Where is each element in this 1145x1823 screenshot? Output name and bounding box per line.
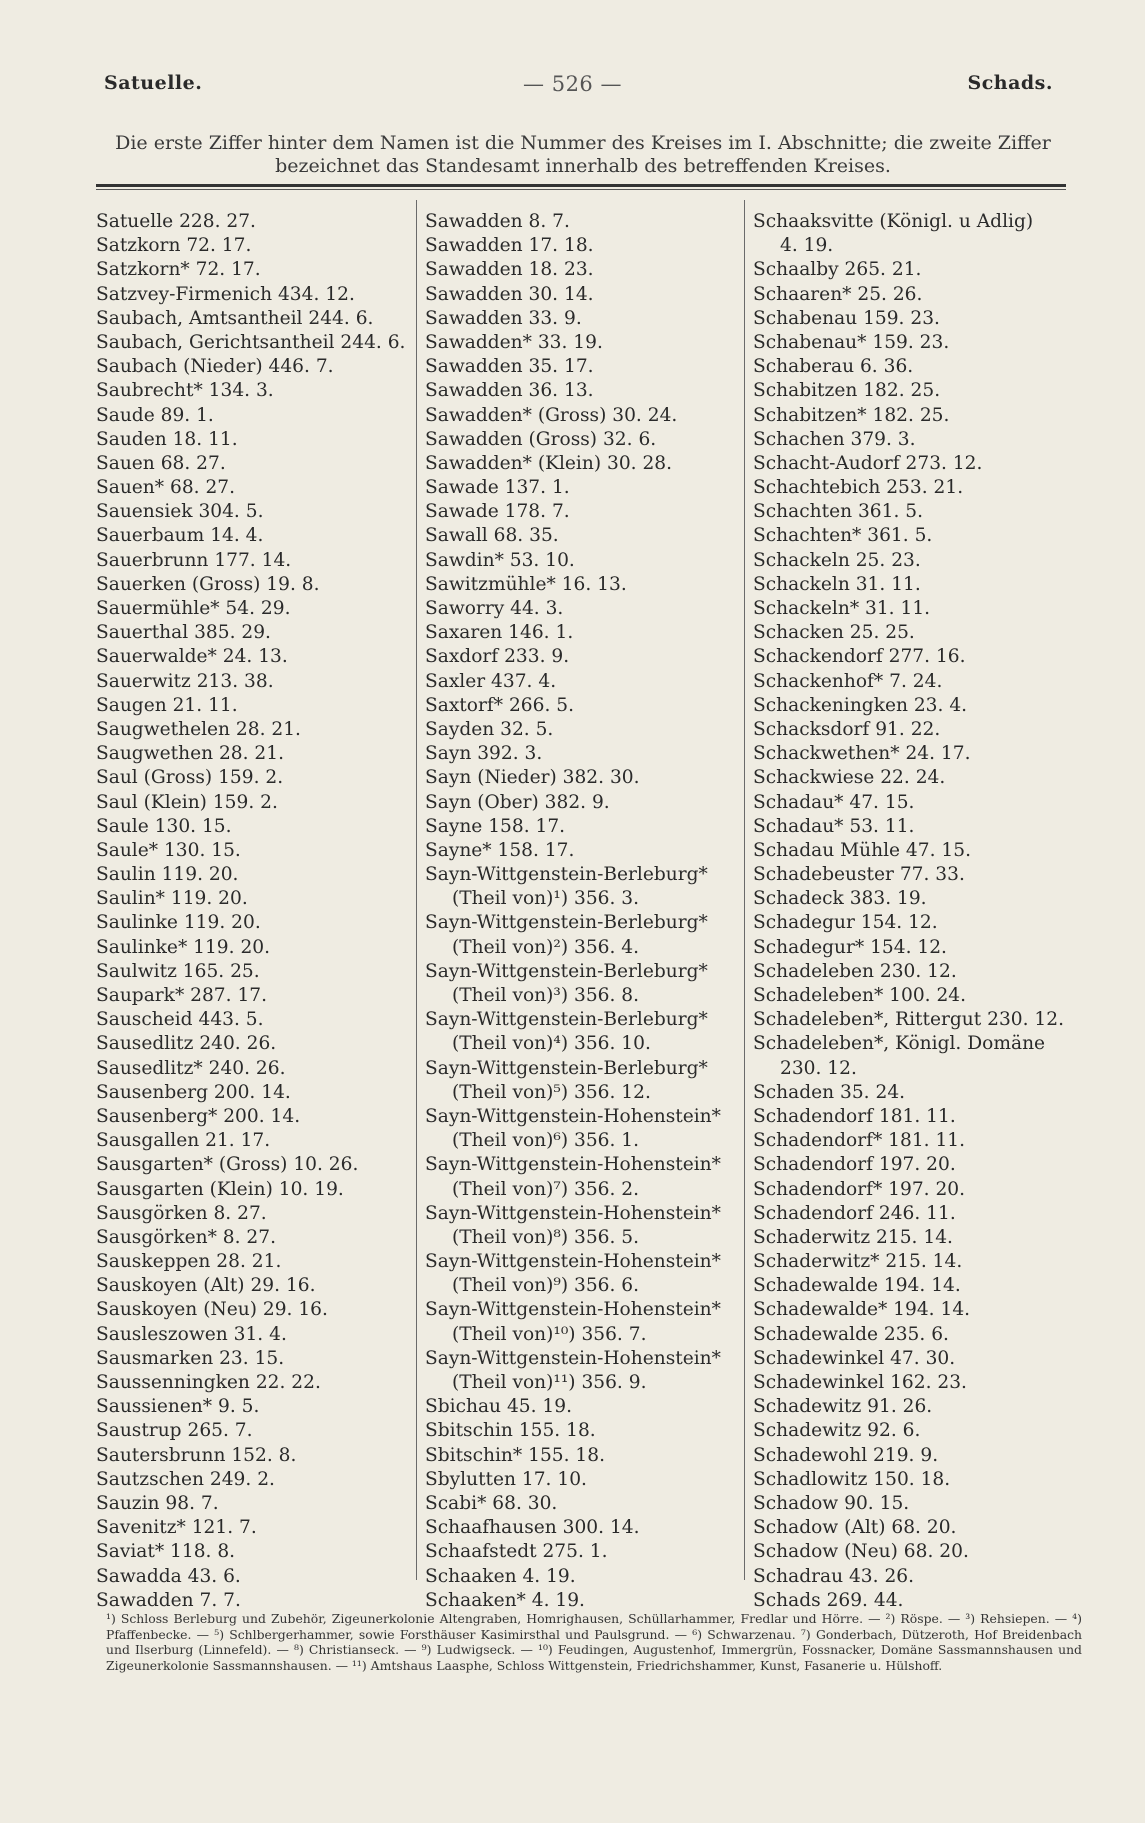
index-entry: Schadegur 154. 12.	[753, 912, 938, 934]
index-entry: Sautzschen 249. 2.	[96, 1468, 275, 1490]
index-entry: Schadendorf 197. 20.	[753, 1154, 956, 1176]
index-entry: Sayn-Wittgenstein-Berleburg*	[425, 1009, 708, 1031]
index-entry: Satuelle 228. 27.	[96, 211, 256, 232]
index-entry: Saulinke 119. 20.	[96, 912, 261, 934]
index-entry: (Theil von)³) 356. 8.	[452, 985, 640, 1006]
index-entry: Schackeln 31. 11.	[753, 573, 921, 595]
index-entry: Sausenberg* 200. 14.	[96, 1105, 301, 1127]
index-entry: Schaden 35. 24.	[753, 1081, 906, 1103]
index-entry: Sayn-Wittgenstein-Hohenstein*	[425, 1251, 721, 1273]
index-entry: Saxtorf* 266. 5.	[425, 694, 575, 716]
index-entry: (Theil von)¹¹) 356. 9.	[452, 1372, 647, 1393]
index-entry: Saviat* 118. 8.	[96, 1541, 236, 1563]
index-entry: (Theil von)¹) 356. 3.	[452, 888, 640, 910]
index-entry: Sauscheid 443. 5.	[96, 1009, 264, 1031]
index-entry: Saul (Gross) 159. 2.	[96, 767, 284, 789]
column-divider	[416, 200, 417, 1580]
index-entry: Schaderwitz 215. 14.	[753, 1226, 953, 1248]
index-entry: Saulwitz 165. 25.	[96, 960, 260, 982]
index-entry: Sauerthal 385. 29.	[96, 622, 271, 644]
index-entry: Satzvey-Firmenich 434. 12.	[96, 283, 355, 305]
index-column-3	[753, 210, 1064, 1613]
index-entry: Schadau* 53. 11.	[753, 815, 915, 837]
index-entry: (Theil von)⁴) 356. 10.	[452, 1033, 651, 1055]
index-entry: Saulin* 119. 20.	[96, 888, 248, 910]
index-entry: Schackendorf 277. 16.	[753, 646, 966, 668]
index-entry: Savenitz* 121. 7.	[96, 1517, 257, 1539]
index-entry: Sawade 178. 7.	[425, 501, 570, 523]
index-entry: Sauerbrunn 177. 14.	[96, 549, 292, 571]
index-entry: Saugwethen 28. 21.	[96, 743, 285, 765]
index-entry: (Theil von)⁸) 356. 5.	[452, 1226, 640, 1248]
index-entry: Saussienen* 9. 5.	[96, 1396, 260, 1418]
index-entry: Sausgarten* (Gross) 10. 26.	[96, 1154, 359, 1176]
index-entry: Sausedlitz 240. 26.	[96, 1033, 277, 1055]
index-entry: Sautersbrunn 152. 8.	[96, 1444, 297, 1466]
index-entry: Schaderwitz* 215. 14.	[753, 1251, 963, 1273]
index-entry: Schaaren* 25. 26.	[753, 283, 923, 305]
index-entry: Sausgarten (Klein) 10. 19.	[96, 1178, 344, 1200]
index-entry: Schadow (Neu) 68. 20.	[753, 1541, 969, 1563]
index-entry: Sawadden* 33. 19.	[425, 331, 603, 353]
index-entry: Schadow 90. 15.	[753, 1492, 910, 1514]
index-entry: Schadebeuster 77. 33.	[753, 864, 965, 886]
index-entry: Sauensiek 304. 5.	[96, 501, 264, 523]
index-entry: Sawadden 35. 17.	[425, 356, 594, 378]
index-entry: Sayn-Wittgenstein-Berleburg*	[425, 912, 708, 934]
index-entry: Sauskoyen (Alt) 29. 16.	[96, 1275, 316, 1297]
index-entry: Sawadden* (Gross) 30. 24.	[425, 404, 678, 426]
index-entry: Sawdin* 53. 10.	[425, 549, 575, 571]
header-rule-thin	[96, 189, 1066, 190]
index-entry: Sawall 68. 35.	[425, 525, 559, 547]
index-entry: Sawade 137. 1.	[425, 477, 570, 499]
index-entry: (Theil von)¹⁰) 356. 7.	[452, 1323, 647, 1345]
index-entry: Sauerwalde* 24. 13.	[96, 646, 288, 668]
index-entry: Sawadden* (Klein) 30. 28.	[425, 452, 673, 474]
index-entry: Sawadden 33. 9.	[425, 307, 582, 329]
footnotes: ¹) Schloss Berleburg und Zubehör, Zigeunerkolonie Altengraben, Homrighausen, Schüllarhammer, Fredlar und Hörre. — ²) Röspe. — ³) Rehsiepen. — ⁴) Pfaffenbecke. — ⁵) Schlbergerhammer, sowie Forsthäuser Kasimirsthal und Paulsgrund. — ⁶) Schwarzenau. ⁷) Gonderbach, Dützeroth, Hof Breidenbach und Ilserburg (Linnefeld). — ⁸) Christianseck. — ⁹) Ludwigseck. — ¹⁰) Feudingen, Augustenhof, Immergrün, Fossnacker, Domäne Sassmannshausen und Zigeunerkolonie Sassmannshausen. — ¹¹) Amtshaus Laasphe, Schloss Wittgenstein, Friedrichshammer, Kunst, Fasanerie u. Hülshoff.	[106, 1611, 1082, 1673]
index-entry: Sayn (Nieder) 382. 30.	[425, 767, 640, 789]
index-entry: Schadewinkel 47. 30.	[753, 1347, 956, 1369]
index-entry: Schadau* 47. 15.	[753, 791, 915, 813]
index-entry: Sbylutten 17. 10.	[425, 1468, 587, 1490]
index-entry: Sauen* 68. 27.	[96, 477, 236, 499]
index-entry: Sayden 32. 5.	[425, 718, 554, 740]
index-entry: Schabenau* 159. 23.	[753, 331, 950, 353]
index-entry: Schadewalde* 194. 14.	[753, 1299, 971, 1321]
index-entry: Schadewitz 92. 6.	[753, 1420, 921, 1442]
index-entry: Schaalby 265. 21.	[753, 259, 922, 281]
index-entry: Sayn-Wittgenstein-Berleburg*	[425, 960, 708, 982]
index-entry: (Theil von)²) 356. 4.	[452, 936, 640, 958]
index-entry: Sawadden 18. 23.	[425, 259, 594, 281]
index-entry: Sayn (Ober) 382. 9.	[425, 791, 610, 813]
page-number: — 526 —	[523, 72, 622, 96]
index-entry: Schachten* 361. 5.	[753, 525, 933, 547]
index-entry: Sawadda 43. 6.	[96, 1565, 241, 1587]
index-entry: Sawitzmühle* 16. 13.	[425, 573, 627, 595]
index-entry: Sayn-Wittgenstein-Hohenstein*	[425, 1154, 721, 1176]
index-entry: Sayn-Wittgenstein-Berleburg*	[425, 1057, 708, 1079]
index-entry: Schadegur* 154. 12.	[753, 936, 947, 958]
index-entry: Schadow (Alt) 68. 20.	[753, 1517, 957, 1539]
index-entry: Schadeleben* 100. 24.	[753, 985, 967, 1006]
index-entry: Schadewitz 91. 26.	[753, 1396, 933, 1418]
index-entry: Sauen 68. 27.	[96, 452, 226, 474]
index-entry: Sauzin 98. 7.	[96, 1492, 219, 1514]
index-entry: Sayn 392. 3.	[425, 743, 543, 765]
index-entry: Saulin 119. 20.	[96, 864, 239, 886]
index-entry: Schaaksvitte (Königl. u Adlig)	[753, 211, 1034, 232]
intro-note: Die erste Ziffer hinter dem Namen ist die Nummer des Kreises im I. Abschnitte; die zweite Ziffer bezeichnet das Standesamt innerhalb des betreffenden Kreises.	[115, 132, 1051, 177]
index-entry: Schadewalde 194. 14.	[753, 1275, 961, 1297]
index-entry: Schads 269. 44.	[753, 1589, 904, 1611]
index-entry: Sauskeppen 28. 21.	[96, 1251, 282, 1273]
index-entry: Schabenau 159. 23.	[753, 307, 940, 329]
index-entry: Scabi* 68. 30.	[425, 1492, 558, 1514]
index-entry: Sayn-Wittgenstein-Berleburg*	[425, 864, 708, 886]
index-entry: Schaberau 6. 36.	[753, 356, 914, 378]
index-entry: Sayn-Wittgenstein-Hohenstein*	[425, 1299, 721, 1321]
index-entry: Saubach, Gerichtsantheil 244. 6.	[96, 331, 406, 353]
index-entry: Schadau Mühle 47. 15.	[753, 839, 971, 861]
index-entry: Sauden 18. 11.	[96, 428, 238, 450]
index-column-1	[96, 210, 405, 1613]
index-entry: Schaaken 4. 19.	[425, 1565, 576, 1587]
index-entry: Saussenningken 22. 22.	[96, 1372, 321, 1393]
index-entry: Saulinke* 119. 20.	[96, 936, 271, 958]
index-entry: Saubrecht* 134. 3.	[96, 380, 274, 402]
index-entry: Sayne 158. 17.	[425, 815, 566, 837]
index-entry: Sauerken (Gross) 19. 8.	[96, 573, 320, 595]
index-entry: Sayn-Wittgenstein-Hohenstein*	[425, 1347, 721, 1369]
index-entry: Schabitzen 182. 25.	[753, 380, 941, 402]
header-rule	[96, 184, 1066, 187]
index-entry: Schadeleben*, Rittergut 230. 12.	[753, 1009, 1064, 1031]
index-entry: Sauerwitz 213. 38.	[96, 670, 274, 692]
index-entry: Schadewalde 235. 6.	[753, 1323, 949, 1345]
index-entry: (Theil von)⁵) 356. 12.	[452, 1081, 651, 1103]
index-entry: Schacksdorf 91. 22.	[753, 718, 941, 740]
index-entry: Schackenhof* 7. 24.	[753, 670, 943, 692]
index-entry: Schadlowitz 150. 18.	[753, 1468, 951, 1490]
index-entry: Sayne* 158. 17.	[425, 839, 575, 861]
index-entry: Sbitschin* 155. 18.	[425, 1444, 605, 1466]
index-entry: Sausgallen 21. 17.	[96, 1130, 271, 1152]
index-entry: Saxdorf 233. 9.	[425, 646, 570, 668]
index-entry: Schadewinkel 162. 23.	[753, 1372, 967, 1393]
index-entry: Saule* 130. 15.	[96, 839, 241, 861]
index-entry: Saubach, Amtsantheil 244. 6.	[96, 307, 374, 329]
index-entry: Schadrau 43. 26.	[753, 1565, 915, 1587]
column-divider	[744, 200, 745, 1580]
index-entry: Schachtebich 253. 21.	[753, 477, 964, 499]
index-entry: Sawadden 36. 13.	[425, 380, 594, 402]
running-head-right: Schads.	[967, 72, 1053, 94]
index-entry: Saubach (Nieder) 446. 7.	[96, 356, 334, 378]
index-entry: Sausgörken* 8. 27.	[96, 1226, 276, 1248]
index-entry: Schachen 379. 3.	[753, 428, 916, 450]
index-entry: Satzkorn 72. 17.	[96, 235, 252, 257]
index-entry: (Theil von)⁹) 356. 6.	[452, 1275, 640, 1297]
index-entry: Schabitzen* 182. 25.	[753, 404, 950, 426]
index-entry: Sausgörken 8. 27.	[96, 1202, 267, 1224]
index-entry: 4. 19.	[780, 235, 834, 257]
index-entry: Saugen 21. 11.	[96, 694, 238, 716]
index-entry: Sausedlitz* 240. 26.	[96, 1057, 286, 1079]
index-entry: Schackeningken 23. 4.	[753, 694, 968, 716]
index-entry: Satzkorn* 72. 17.	[96, 259, 261, 281]
index-entry: Schadewohl 219. 9.	[753, 1444, 939, 1466]
running-head-left: Satuelle.	[104, 72, 203, 94]
index-entry: Sausleszowen 31. 4.	[96, 1323, 287, 1345]
index-entry: Schaafstedt 275. 1.	[425, 1541, 608, 1563]
index-entry: Schadendorf 246. 11.	[753, 1202, 956, 1224]
index-entry: Sawadden 7. 7.	[96, 1589, 241, 1611]
index-entry: (Theil von)⁷) 356. 2.	[452, 1178, 640, 1200]
index-entry: Sbichau 45. 19.	[425, 1396, 572, 1418]
index-entry: Sawadden 30. 14.	[425, 283, 594, 305]
index-entry: Sayn-Wittgenstein-Hohenstein*	[425, 1105, 721, 1127]
index-entry: Schaaken* 4. 19.	[425, 1589, 585, 1611]
index-entry: Saude 89. 1.	[96, 404, 214, 426]
index-entry: Schadeleben 230. 12.	[753, 960, 957, 982]
index-entry: Schadendorf 181. 11.	[753, 1105, 956, 1127]
index-entry: Sayn-Wittgenstein-Hohenstein*	[425, 1202, 721, 1224]
index-entry: (Theil von)⁶) 356. 1.	[452, 1130, 640, 1152]
index-entry: Saustrup 265. 7.	[96, 1420, 253, 1442]
index-entry: Sauermühle* 54. 29.	[96, 598, 291, 619]
index-entry: Sbitschin 155. 18.	[425, 1420, 596, 1442]
index-entry: Schachten 361. 5.	[753, 501, 924, 523]
index-entry: Saxler 437. 4.	[425, 670, 557, 692]
index-entry: Saxaren 146. 1.	[425, 622, 574, 644]
index-entry: Saugwethelen 28. 21.	[96, 718, 301, 740]
index-entry: Schackwiese 22. 24.	[753, 767, 946, 789]
index-entry: Sawadden 8. 7.	[425, 211, 570, 232]
index-entry: Saupark* 287. 17.	[96, 985, 268, 1006]
index-entry: Schacht-Audorf 273. 12.	[753, 452, 983, 474]
index-entry: Sawadden (Gross) 32. 6.	[425, 428, 657, 450]
index-entry: Saworry 44. 3.	[425, 598, 564, 619]
index-entry: Saule 130. 15.	[96, 815, 232, 837]
index-entry: Sauerbaum 14. 4.	[96, 525, 264, 547]
index-entry: Schadeleben*, Königl. Domäne	[753, 1033, 1046, 1055]
index-entry: Sausmarken 23. 15.	[96, 1347, 285, 1369]
index-entry: Schadendorf* 197. 20.	[753, 1178, 966, 1200]
index-entry: Schackeln* 31. 11.	[753, 598, 931, 619]
index-entry: 230. 12.	[780, 1057, 857, 1079]
index-entry: Sausenberg 200. 14.	[96, 1081, 291, 1103]
index-entry: Schaafhausen 300. 14.	[425, 1517, 640, 1539]
index-entry: Schacken 25. 25.	[753, 622, 915, 644]
index-entry: Saul (Klein) 159. 2.	[96, 791, 278, 813]
index-entry: Schadeck 383. 19.	[753, 888, 927, 910]
index-entry: Schadendorf* 181. 11.	[753, 1130, 966, 1152]
index-entry: Sauskoyen (Neu) 29. 16.	[96, 1299, 328, 1321]
index-column-2	[425, 210, 721, 1613]
index-entry: Schackwethen* 24. 17.	[753, 743, 971, 765]
index-entry: Schackeln 25. 23.	[753, 549, 921, 571]
index-entry: Sawadden 17. 18.	[425, 235, 594, 257]
